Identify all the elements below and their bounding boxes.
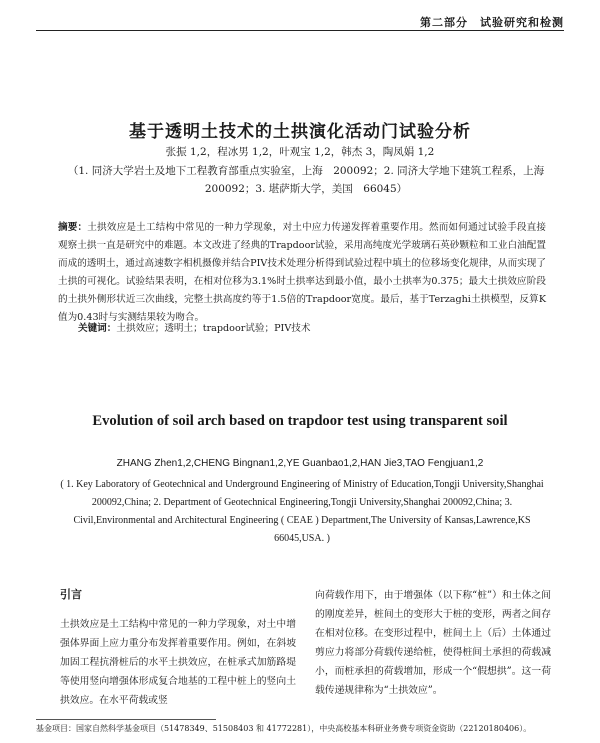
authors-chinese: 张振 1,2，程冰男 1,2，叶观宝 1,2，韩杰 3，陶凤娟 1,2: [165, 146, 435, 158]
keywords-text: 土拱效应；透明土；trapdoor试验；PIV技术: [116, 323, 311, 334]
page-header-section: 第二部分 试验研究和检测: [420, 16, 564, 29]
affiliation-chinese: （1. 同济大学岩土及地下工程教育部重点实验室，上海 200092；2. 同济大学地下建筑工程系，上海 200092；3. 堪萨斯大学，美国 66045）: [67, 165, 555, 195]
funding-footnote: 基金项目：国家自然科学基金项目（51478349、51508403 和 41772281），中央高校基本科研业务费专项资金资助（22120180406）。: [36, 724, 532, 733]
title-english: Evolution of soil arch based on trapdoor test using transparent soil: [92, 413, 508, 429]
introduction-right-column: 向荷载作用下，由于增强体（以下称“桩”）和土体之间的刚度差异，桩间土的变形大于桩的变形，两者之间存在相对位移。在变形过程中，桩间土上（后）土体通过剪应力将部分荷载传递给桩，使得桩间土承担的荷载减小，而桩承担的荷载增加，形成一个“假想拱”。这一荷载传递规律称为“土拱效应”。: [315, 590, 551, 696]
keywords-chinese: [78, 320, 548, 334]
abstract-label: 摘要：: [58, 222, 88, 233]
header-rule: [36, 30, 564, 31]
title-chinese: 基于透明土技术的土拱演化活动门试验分析: [129, 122, 471, 142]
abstract-chinese: [58, 219, 546, 327]
abstract-text: 土拱效应是土工结构中常见的一种力学现象，对土中应力传递发挥着重要作用。然而如何通过试验手段直接观察土拱一直是研究中的难题。本文改进了经典的Trapdoor试验，采用高纯度光学玻璃石英砂颗粒和工业白油配置而成的透明土，通过高速数字相机摄像并结合PIV技术处理分析得到试验过程中填土的位移场变化规律，从而实现了土拱的可视化。试验结果表明，在相对位移为3.1%时土拱率达到最小值，最小土拱率为0.375；最大土拱效应阶段的土拱外侧形状近三次曲线，完整土拱高度约等于1.5倍的Trapdoor宽度。最后，基于Terzaghi土拱模型，反算K值为0.43时与实测结果较为吻合。: [58, 222, 547, 323]
section-heading-introduction: 引言: [60, 588, 82, 601]
introduction-left-column: 土拱效应是土工结构中常见的一种力学现象，对土中增强体界面上应力重分布发挥着重要作用。例如，在斜坡加固工程抗滑桩后的水平土拱效应，在桩承式加筋路堤等使用竖向增强体形成复合地基的工程中桩上的竖向土拱效应。在水平荷载或竖: [60, 619, 296, 706]
authors-english: ZHANG Zhen1,2,CHENG Bingnan1,2,YE Guanbao1,2,HAN Jie3,TAO Fengjuan1,2: [116, 458, 484, 469]
footnote-rule: [36, 719, 216, 720]
keywords-label: 关键词：: [78, 323, 117, 334]
affiliation-english: ( 1. Key Laboratory of Geotechnical and Underground Engineering of Ministry of Education,Tongji University,Shanghai 200092,China; 2. Department of Geotechnical Engineering,Tongji University,Shanghai 200092,China; 3. Civil,Environmental and Architectural Engineering ( CEAE ) Department,The University of Kansas,Lawrence,KS 66045,USA. ): [60, 479, 544, 544]
